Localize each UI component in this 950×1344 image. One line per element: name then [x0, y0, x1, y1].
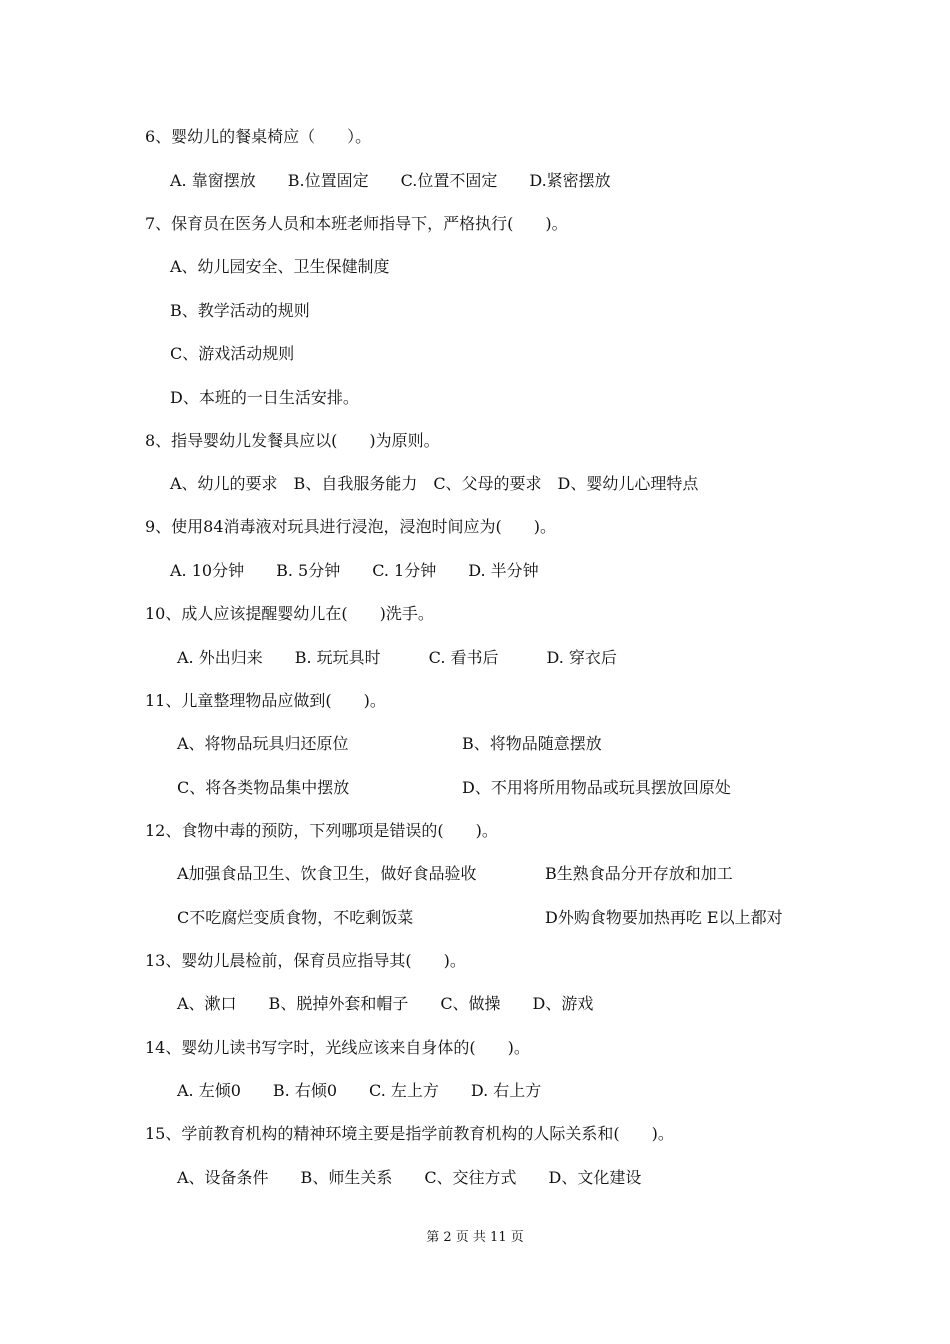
question-9-options: A. 10分钟 B. 5分钟 C. 1分钟 D. 半分钟 [170, 561, 539, 580]
question-10-options: A. 外出归来 B. 玩玩具时 C. 看书后 D. 穿衣后 [177, 648, 617, 667]
page-number-footer: 第 2 页 共 11 页 [426, 1230, 524, 1245]
question-8-options: A、幼儿的要求 B、自我服务能力 C、父母的要求 D、婴幼儿心理特点 [170, 474, 699, 493]
question-15-stem: 15、学前教育机构的精神环境主要是指学前教育机构的人际关系和( )。 [145, 1124, 674, 1143]
question-15-options: A、设备条件 B、师生关系 C、交往方式 D、文化建设 [177, 1168, 642, 1187]
question-6-stem: 6、婴幼儿的餐桌椅应（ ）。 [145, 127, 372, 146]
question-11-stem: 11、儿童整理物品应做到( )。 [145, 691, 386, 710]
question-13-options: A、漱口 B、脱掉外套和帽子 C、做操 D、游戏 [177, 994, 594, 1013]
question-12-option-a: A加强食品卫生、饮食卫生，做好食品验收 [177, 864, 477, 883]
question-11-option-c: C、将各类物品集中摆放 [177, 778, 350, 797]
question-9-stem: 9、使用84消毒液对玩具进行浸泡，浸泡时间应为( )。 [145, 517, 557, 536]
question-7-option-b: B、教学活动的规则 [170, 301, 310, 320]
question-11-option-a: A、将物品玩具归还原位 [177, 734, 349, 753]
question-14-stem: 14、婴幼儿读书写字时，光线应该来自身体的( )。 [145, 1038, 530, 1057]
question-11-option-d: D、不用将所用物品或玩具摆放回原处 [462, 778, 731, 797]
question-13-stem: 13、婴幼儿晨检前，保育员应指导其( )。 [145, 951, 466, 970]
question-6-options: A. 靠窗摆放 B.位置固定 C.位置不固定 D.紧密摆放 [170, 171, 611, 190]
question-14-options: A. 左倾0 B. 右倾0 C. 左上方 D. 右上方 [177, 1081, 542, 1100]
question-8-stem: 8、指导婴幼儿发餐具应以( )为原则。 [145, 431, 440, 450]
question-12-option-d: D外购食物要加热再吃 E以上都对 [545, 908, 783, 927]
question-7-option-c: C、游戏活动规则 [170, 344, 295, 363]
question-7-option-a: A、幼儿园安全、卫生保健制度 [170, 257, 390, 276]
question-10-stem: 10、成人应该提醒婴幼儿在( )洗手。 [145, 604, 434, 623]
question-12-option-c: C不吃腐烂变质食物，不吃剩饭菜 [177, 908, 414, 927]
question-12-stem: 12、食物中毒的预防，下列哪项是错误的( )。 [145, 821, 498, 840]
question-11-option-b: B、将物品随意摆放 [462, 734, 602, 753]
question-12-option-b: B生熟食品分开存放和加工 [545, 864, 733, 883]
question-7-option-d: D、本班的一日生活安排。 [170, 388, 359, 407]
question-7-stem: 7、保育员在医务人员和本班老师指导下，严格执行( )。 [145, 214, 568, 233]
